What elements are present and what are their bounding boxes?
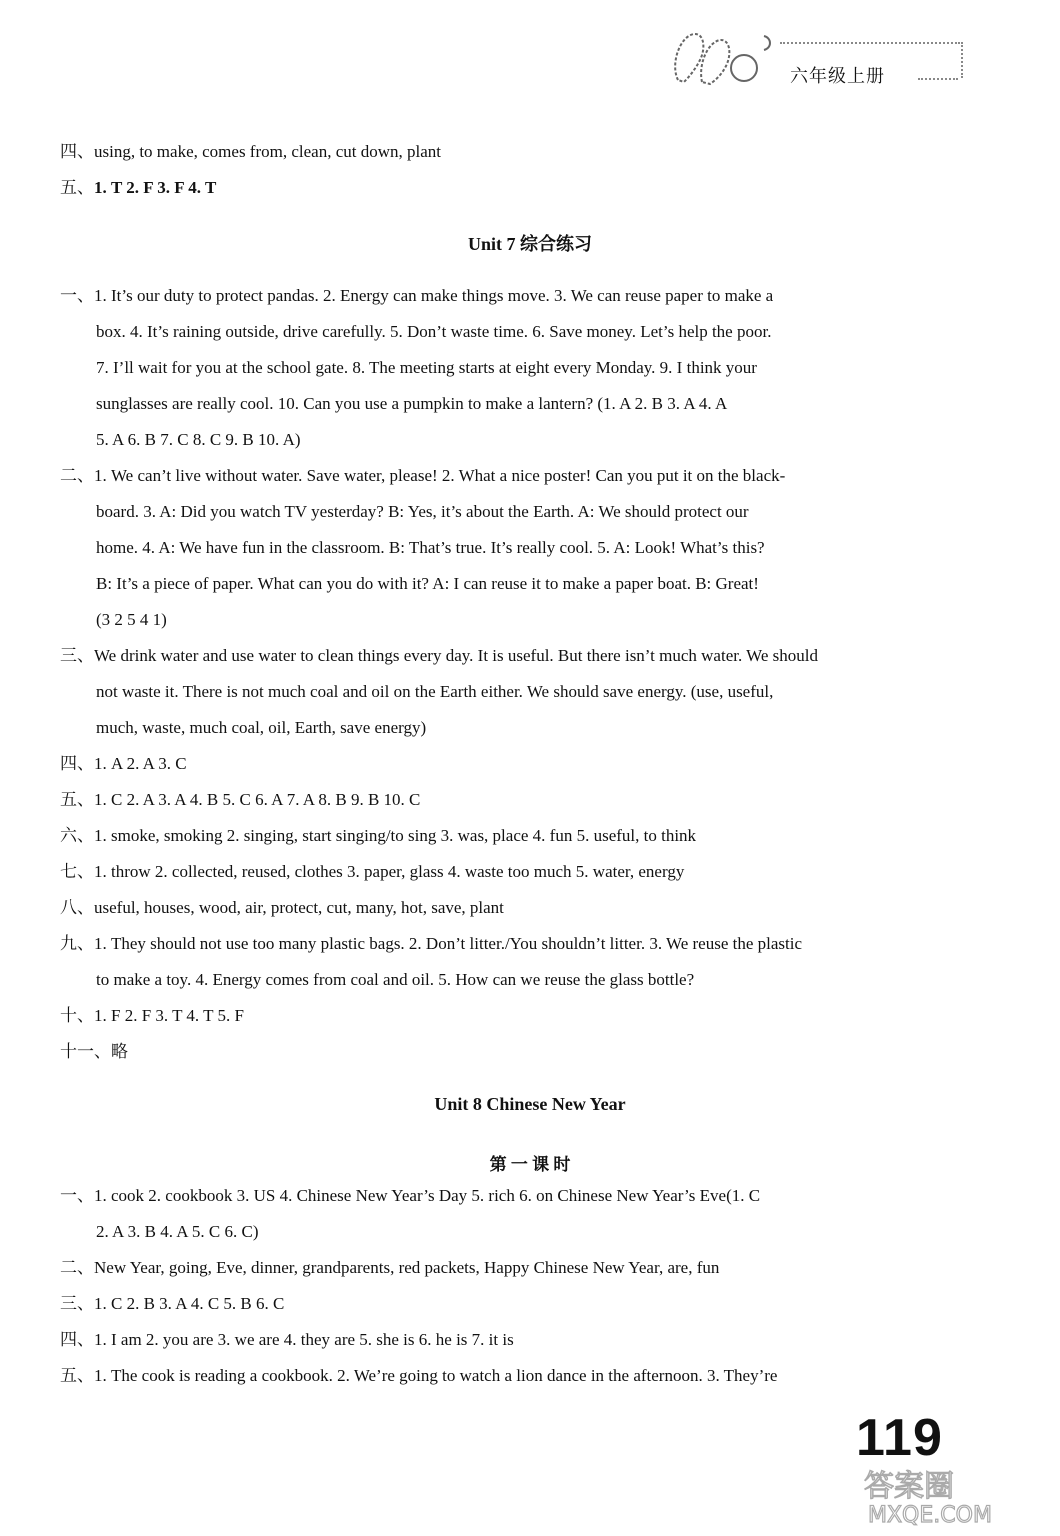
answer-line: to make a toy. 4. Energy comes from coal and oil. 5. How can we reuse the glass bottle? (96, 970, 695, 989)
header-bracket (957, 42, 963, 78)
answer-line: 九、1. They should not use too many plastic bags. 2. Don’t litter./You shouldn’t litter. 3. We reuse the plastic (60, 934, 803, 953)
answer-line: 十一、略 (60, 1042, 128, 1061)
answer-line: home. 4. A: We have fun in the classroom. B: That’s true. It’s really cool. 5. A: Look! What’s this? (96, 538, 765, 557)
answer-line: 一、1. It’s our duty to protect pandas. 2. Energy can make things move. 3. We can reuse paper to make a (60, 286, 774, 305)
answer-line: 三、We drink water and use water to clean things every day. It is useful. But there isn’t much water. We should (60, 646, 818, 665)
answer-line: 三、1. C 2. B 3. A 4. C 5. B 6. C (60, 1294, 285, 1313)
answer-line: 五、1. The cook is reading a cookbook. 2. We’re going to watch a lion dance in the afternoon. 3. They’re (60, 1366, 778, 1385)
unit8-title: Unit 8 Chinese New Year (434, 1094, 626, 1114)
page-number: 119 (856, 1409, 943, 1467)
lesson-subtitle: 第 一 课 时 (489, 1155, 571, 1174)
header-rule-short (918, 78, 958, 80)
answer-line: 一、1. cook 2. cookbook 3. US 4. Chinese New Year’s Day 5. rich 6. on Chinese New Year’s Eve(1. C (60, 1186, 761, 1205)
answer-line: 四、using, to make, comes from, clean, cut down, plant (60, 142, 441, 161)
answer-line: 四、1. I am 2. you are 3. we are 4. they are 5. she is 6. he is 7. it is (60, 1330, 514, 1349)
answer-line: 五、1. C 2. A 3. A 4. B 5. C 6. A 7. A 8. B 9. B 10. C (60, 790, 421, 809)
answer-line: board. 3. A: Did you watch TV yesterday? B: Yes, it’s about the Earth. A: We should protect our (96, 502, 749, 521)
answer-line: not waste it. There is not much coal and oil on the Earth either. We should save energy. (use, useful, (96, 682, 774, 701)
answer-line: 二、New Year, going, Eve, dinner, grandparents, red packets, Happy Chinese New Year, are, fun (60, 1258, 720, 1277)
answer-line: 五、1. T 2. F 3. F 4. T (60, 178, 217, 197)
answer-line: 八、useful, houses, wood, air, protect, cut, many, hot, save, plant (60, 898, 504, 917)
answer-line: 四、1. A 2. A 3. C (60, 754, 187, 773)
answer-line: 二、1. We can’t live without water. Save water, please! 2. What a nice poster! Can you put it on the black- (60, 466, 786, 485)
watermark-stamp (858, 1462, 1048, 1528)
answer-line: 5. A 6. B 7. C 8. C 9. B 10. A) (96, 430, 301, 449)
answer-line: 7. I’ll wait for you at the school gate. 8. The meeting starts at eight every Monday. 9. I think your (96, 358, 757, 377)
header-rule (780, 42, 960, 44)
answer-line: (3 2 5 4 1) (96, 610, 167, 629)
answer-line: 七、1. throw 2. collected, reused, clothes 3. paper, glass 4. waste too much 5. water, energy (60, 862, 685, 881)
answer-line: B: It’s a piece of paper. What can you do with it? A: I can reuse it to make a paper boat. B: Great! (96, 574, 759, 593)
answer-line: box. 4. It’s raining outside, drive carefully. 5. Don’t waste time. 6. Save money. Let’s help the poor. (96, 322, 772, 341)
answer-line: 2. A 3. B 4. A 5. C 6. C) (96, 1222, 259, 1241)
page-header (660, 24, 980, 94)
book-logo-icon (660, 24, 780, 94)
answer-line: 十、1. F 2. F 3. T 4. T 5. F (60, 1006, 244, 1025)
answer-line: 六、1. smoke, smoking 2. singing, start singing/to sing 3. was, place 4. fun 5. useful, to think (60, 826, 697, 845)
answer-line: sunglasses are really cool. 10. Can you use a pumpkin to make a lantern? (1. A 2. B 3. A 4. A (96, 394, 728, 413)
watermark-text: 答案圈 (864, 1469, 954, 1504)
answer-line: much, waste, much coal, oil, Earth, save energy) (96, 718, 427, 737)
grade-label: 六年级上册 (790, 66, 885, 87)
watermark-url: MXQE.COM (868, 1503, 992, 1528)
unit7-title: Unit 7 综合练习 (467, 234, 592, 254)
